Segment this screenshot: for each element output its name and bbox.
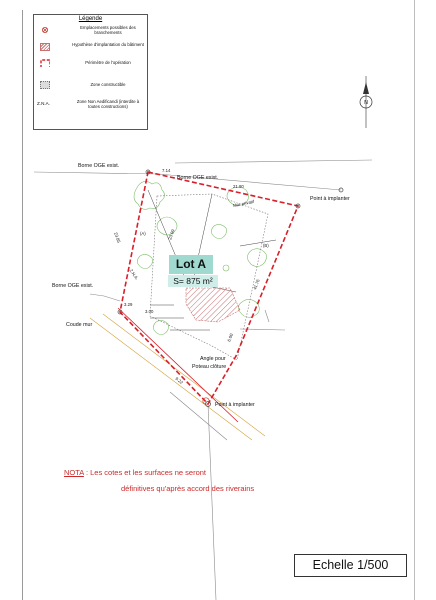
neighbour-lines (34, 160, 372, 600)
dim-329: 3.29 (124, 302, 133, 307)
dim-2180: 21.80 (233, 184, 244, 189)
dim-300: 3.00 (145, 309, 154, 314)
label-coude-mur: Coude mur (66, 322, 93, 328)
legend-text-perimetre: Périmètre de l'opération (85, 60, 131, 65)
dim-b: (B) (263, 243, 269, 248)
dim-4176: 41.76 (252, 278, 261, 291)
zna-code: Z.N.A. (37, 101, 51, 106)
dim-714: 7.14 (162, 168, 171, 173)
boundary-markers (118, 170, 343, 407)
label-borne-top: Borne OGE exist. (78, 163, 120, 169)
legend-title: Légende (78, 16, 103, 22)
legend-text-hypothese: Hypothèse d'implantation du bâtiment (72, 42, 144, 47)
label-borne-mid: Borne OGE exist. (52, 283, 94, 289)
dim-a: (A) (140, 231, 146, 236)
label-point-top: Point à implanter (310, 196, 350, 202)
dim-922: 9.22 (174, 375, 185, 386)
legend-text-constructible: Zone constructible (90, 82, 126, 87)
lot-surface-label: S= 875 m² (168, 275, 218, 287)
label-poteau-cloture: Poteau clôture (192, 364, 227, 370)
dim-600: 6.00 (226, 332, 234, 343)
legend-text-zna: Zone Non Aedificandi (interdite à toutes constructions) (76, 99, 140, 109)
legend-text-branchements: Emplacements possibles des branchements (80, 25, 136, 35)
note-text-1: : Les cotes et les surfaces ne seront (83, 468, 207, 477)
note-line-2: définitives qu'après accord des riverains (121, 484, 255, 493)
note-line-1 (64, 468, 364, 477)
label-mur-prive: Mur privatif (232, 198, 255, 209)
lot-name-label: Lot A (169, 255, 213, 274)
dim-2385: 23.85 (113, 231, 122, 244)
label-angle-pour: Angle pour (200, 356, 226, 362)
label-borne-right: Borne OGE exist. (177, 175, 219, 181)
dim-2309: 23.09 (167, 228, 176, 241)
scale-text: Echelle 1/500 (312, 558, 389, 572)
svg-text:N: N (364, 100, 368, 106)
scale-box (294, 554, 407, 577)
north-arrow-icon (360, 76, 372, 128)
note-prefix: NOTA (64, 468, 84, 477)
label-point-bottom: Point à implanter (215, 402, 255, 408)
building-hypothesis-zone (186, 288, 240, 322)
label-zna: Z.N.A. (128, 268, 140, 281)
